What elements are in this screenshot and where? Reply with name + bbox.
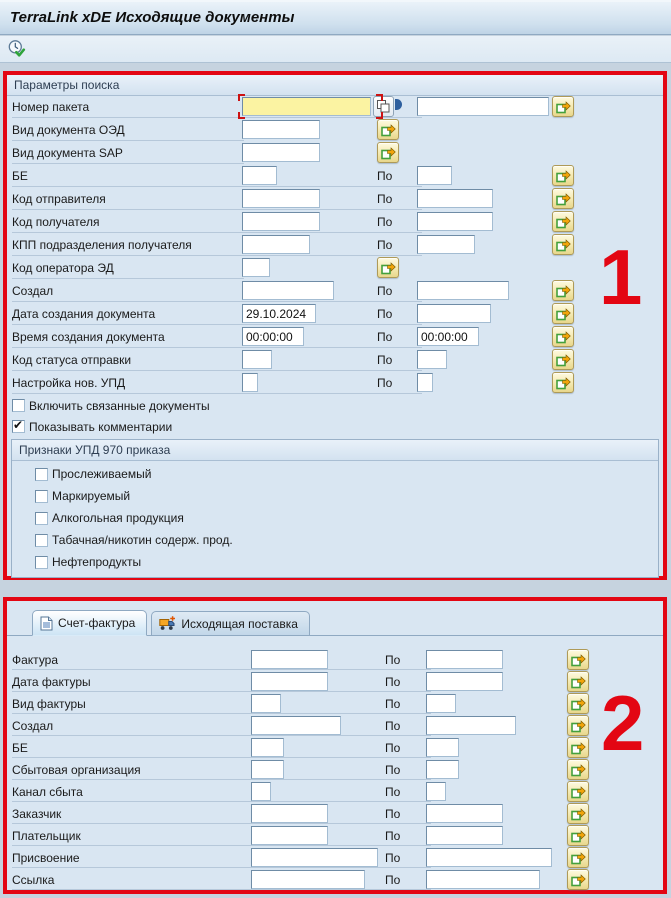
po-label: По: [385, 851, 401, 865]
multiple-selection-arrow-icon: [556, 375, 571, 390]
field-label: Создал: [12, 719, 54, 733]
to-value-input[interactable]: [417, 189, 493, 208]
form-row: [7, 142, 663, 165]
multiple-selection-button[interactable]: [567, 781, 589, 802]
multiple-selection-arrow-icon: [571, 740, 586, 755]
to-value-input[interactable]: [426, 760, 459, 779]
field-label: Код получателя: [12, 215, 100, 229]
po-label: По: [377, 330, 393, 344]
field-label: Код оператора ЭД: [12, 261, 114, 275]
field-label: Фактура: [12, 653, 59, 667]
checkbox-label: Алкогольная продукция: [52, 511, 184, 525]
annotation-number-1: 1: [599, 233, 643, 321]
to-value-input[interactable]: [426, 672, 503, 691]
from-value-input[interactable]: [242, 166, 277, 185]
multiple-selection-button[interactable]: [567, 847, 589, 868]
row-underline: [12, 779, 431, 780]
form-row: [7, 372, 663, 395]
multiple-selection-arrow-icon: [571, 806, 586, 821]
field-label: Создал: [12, 284, 54, 298]
from-value-input[interactable]: [242, 120, 320, 139]
field-label: БЕ: [12, 741, 28, 755]
multiple-selection-button[interactable]: [377, 119, 399, 140]
po-label: По: [377, 284, 393, 298]
form-row: [7, 715, 663, 737]
tab-strip: [7, 604, 663, 636]
multiple-selection-button[interactable]: [552, 234, 574, 255]
checkbox-row: [30, 463, 658, 485]
invoice-document-icon: [40, 616, 53, 631]
multiple-selection-arrow-icon: [556, 168, 571, 183]
po-label: По: [385, 741, 401, 755]
tab[interactable]: [32, 610, 147, 636]
to-value-input[interactable]: [417, 212, 493, 231]
execute-button[interactable]: [5, 38, 29, 60]
form-row: [7, 847, 663, 869]
options-checkboxes: [7, 395, 663, 437]
form-row: [7, 869, 663, 891]
row-underline: [12, 301, 422, 302]
multiple-selection-arrow-icon: [556, 191, 571, 206]
po-label: По: [377, 192, 393, 206]
multiple-selection-arrow-icon: [571, 872, 586, 887]
checkbox-label: Включить связанные документы: [29, 398, 210, 413]
multiple-selection-arrow-icon: [556, 237, 571, 252]
form-row: [7, 671, 663, 693]
po-label: По: [377, 307, 393, 321]
from-value-input[interactable]: [251, 870, 365, 889]
row-underline: [12, 845, 431, 846]
to-value-input[interactable]: [426, 738, 459, 757]
field-label: Дата фактуры: [12, 675, 91, 689]
from-value-input[interactable]: [242, 189, 320, 208]
checkbox-row: [30, 485, 658, 507]
checkbox[interactable]: [35, 556, 48, 569]
field-label: Плательщик: [12, 829, 81, 843]
form-row: [7, 165, 663, 188]
to-value-input[interactable]: [426, 848, 552, 867]
application-toolbar: [0, 36, 671, 63]
to-value-input[interactable]: [417, 327, 479, 346]
row-underline: [12, 867, 431, 868]
multiple-selection-button[interactable]: [567, 649, 589, 670]
to-value-input[interactable]: [417, 304, 491, 323]
multiple-selection-button[interactable]: [567, 671, 589, 692]
execute-clock-check-icon: [7, 39, 27, 59]
from-value-input[interactable]: [251, 716, 341, 735]
focus-corner-icon: [238, 112, 245, 119]
from-value-input[interactable]: [251, 826, 328, 845]
multiple-selection-arrow-icon: [381, 260, 396, 275]
field-label: Сбытовая организация: [12, 763, 141, 777]
field-label: Вид фактуры: [12, 697, 86, 711]
outbound-delivery-truck-icon: [159, 616, 176, 631]
form-row: [7, 326, 663, 349]
window-titlebar: [0, 0, 671, 35]
multiple-selection-button[interactable]: [567, 803, 589, 824]
multiple-selection-arrow-icon: [556, 214, 571, 229]
row-underline: [12, 823, 431, 824]
row-underline: [12, 324, 422, 325]
row-underline: [12, 801, 431, 802]
focus-corner-icon: [376, 112, 383, 119]
from-value-input[interactable]: [242, 327, 304, 346]
checkbox[interactable]: [35, 534, 48, 547]
upd-970-group-title: Признаки УПД 970 приказа: [19, 443, 171, 457]
upd-970-group-header: [12, 440, 658, 461]
tab[interactable]: [151, 611, 310, 635]
form-row: [7, 649, 663, 671]
row-underline: [12, 393, 422, 394]
from-value-input[interactable]: [242, 304, 316, 323]
field-label: Настройка нов. УПД: [12, 376, 126, 390]
from-value-input[interactable]: [242, 281, 334, 300]
multiple-selection-arrow-icon: [571, 674, 586, 689]
from-value-input[interactable]: [251, 782, 271, 801]
search-params-rows: [7, 96, 663, 395]
from-value-input[interactable]: [251, 804, 328, 823]
from-value-input[interactable]: [251, 848, 378, 867]
multiple-selection-arrow-icon: [556, 306, 571, 321]
multiple-selection-button[interactable]: [552, 349, 574, 370]
to-value-input[interactable]: [426, 870, 540, 889]
search-params-group-title: Параметры поиска: [14, 78, 120, 92]
form-row: [7, 825, 663, 847]
to-value-input[interactable]: [426, 650, 503, 669]
field-label: Номер пакета: [12, 100, 90, 114]
to-value-input[interactable]: [417, 97, 549, 116]
field-label: Ссылка: [12, 873, 55, 887]
po-label: По: [377, 169, 393, 183]
checkbox[interactable]: [35, 512, 48, 525]
multiple-selection-arrow-icon: [571, 718, 586, 733]
focus-corner-icon: [238, 94, 245, 101]
field-label: Время создания документа: [12, 330, 165, 344]
checkbox[interactable]: [35, 490, 48, 503]
row-underline: [12, 278, 244, 279]
form-row: [7, 759, 663, 781]
po-label: По: [385, 829, 401, 843]
from-value-input[interactable]: [242, 143, 320, 162]
checkbox[interactable]: [35, 468, 48, 481]
invoice-tab-rows: [7, 649, 663, 891]
po-label: По: [385, 763, 401, 777]
row-underline: [12, 209, 422, 210]
form-row: [7, 257, 663, 280]
field-label: Канал сбыта: [12, 785, 83, 799]
checkbox-row: [7, 416, 663, 437]
multiple-selection-button[interactable]: [552, 303, 574, 324]
row-underline: [12, 255, 422, 256]
row-underline: [12, 370, 422, 371]
from-value-input[interactable]: [242, 212, 320, 231]
multiple-selection-button[interactable]: [552, 165, 574, 186]
checkbox-row: [30, 529, 658, 551]
row-underline: [12, 735, 431, 736]
multiple-selection-button[interactable]: [567, 825, 589, 846]
form-row: [7, 693, 663, 715]
multiple-selection-button[interactable]: [552, 280, 574, 301]
row-underline: [12, 163, 244, 164]
po-label: По: [385, 873, 401, 887]
multiple-selection-button[interactable]: [552, 372, 574, 393]
field-label: Заказчик: [12, 807, 62, 821]
to-value-input[interactable]: [417, 281, 509, 300]
form-row: [7, 803, 663, 825]
multiple-selection-arrow-icon: [571, 784, 586, 799]
row-underline: [12, 186, 422, 187]
form-row: [7, 781, 663, 803]
annotation-number-2: 2: [601, 679, 645, 767]
multiple-selection-button[interactable]: [552, 188, 574, 209]
row-underline: [12, 757, 431, 758]
tab-label: Исходящая поставка: [181, 616, 298, 631]
multiple-selection-button[interactable]: [567, 693, 589, 714]
row-underline: [12, 669, 431, 670]
field-label: Код отправителя: [12, 192, 106, 206]
checkbox-label: Маркируемый: [52, 489, 131, 503]
to-value-input[interactable]: [417, 350, 447, 369]
po-label: По: [385, 719, 401, 733]
checkbox-row: [7, 395, 663, 416]
checkbox-row: [30, 507, 658, 529]
from-value-input[interactable]: [251, 760, 284, 779]
multiple-selection-button[interactable]: [567, 869, 589, 890]
multiple-selection-button[interactable]: [552, 211, 574, 232]
multiple-selection-arrow-icon: [571, 696, 586, 711]
form-row: [7, 349, 663, 372]
from-value-input[interactable]: [251, 672, 328, 691]
multiple-selection-arrow-icon: [381, 145, 396, 160]
checkbox-row: [30, 551, 658, 573]
checkbox-label: Табачная/никотин содерж. прод.: [52, 533, 233, 547]
form-row: [7, 211, 663, 234]
multiple-selection-button[interactable]: [567, 737, 589, 758]
row-underline: [12, 889, 431, 890]
to-value-input[interactable]: [426, 694, 456, 713]
tab-label: Счет-фактура: [58, 616, 136, 630]
row-underline: [12, 232, 422, 233]
multiple-selection-arrow-icon: [571, 850, 586, 865]
po-label: По: [385, 785, 401, 799]
window-title: TerraLink xDE Исходящие документы: [10, 9, 295, 26]
multiple-selection-arrow-icon: [556, 283, 571, 298]
field-label: Вид документа SAP: [12, 146, 123, 160]
checkbox-label: Прослеживаемый: [52, 467, 152, 481]
row-underline: [12, 347, 422, 348]
multiple-selection-arrow-icon: [556, 99, 571, 114]
row-underline: [12, 117, 422, 118]
to-value-input[interactable]: [417, 166, 452, 185]
field-label: КПП подразделения получателя: [12, 238, 192, 252]
multiple-selection-button[interactable]: [552, 96, 574, 117]
from-value-input[interactable]: [242, 258, 270, 277]
checkbox[interactable]: [12, 420, 25, 433]
row-underline: [12, 140, 244, 141]
row-underline: [12, 691, 431, 692]
multiple-selection-arrow-icon: [556, 329, 571, 344]
field-label: БЕ: [12, 169, 28, 183]
to-value-input[interactable]: [417, 373, 433, 392]
form-row: [7, 96, 663, 119]
form-row: [7, 303, 663, 326]
field-label: Присвоение: [12, 851, 80, 865]
to-value-input[interactable]: [417, 235, 475, 254]
po-label: По: [385, 697, 401, 711]
po-label: По: [377, 376, 393, 390]
form-row: [7, 234, 663, 257]
focus-corner-icon: [376, 94, 383, 101]
from-value-input[interactable]: [242, 97, 371, 116]
multiple-selection-button[interactable]: [377, 142, 399, 163]
multiple-selection-arrow-icon: [571, 762, 586, 777]
to-value-input[interactable]: [426, 826, 503, 845]
upd-970-groupbox: [11, 439, 659, 578]
field-label: Код статуса отправки: [12, 353, 132, 367]
field-label: Дата создания документа: [12, 307, 156, 321]
po-label: По: [377, 238, 393, 252]
row-underline: [12, 713, 431, 714]
checkbox-label: Нефтепродукты: [52, 555, 142, 569]
multiple-selection-arrow-icon: [571, 652, 586, 667]
to-value-input[interactable]: [426, 804, 503, 823]
form-row: [7, 280, 663, 303]
field-label: Вид документа ОЭД: [12, 123, 125, 137]
po-label: По: [385, 653, 401, 667]
to-value-input[interactable]: [426, 716, 516, 735]
po-label: По: [377, 353, 393, 367]
search-params-group-header: [7, 75, 663, 96]
form-row: [7, 188, 663, 211]
multiple-selection-button[interactable]: [567, 759, 589, 780]
from-value-input[interactable]: [251, 650, 328, 669]
multiple-selection-button[interactable]: [552, 326, 574, 347]
po-label: По: [385, 807, 401, 821]
annotation-box-1: [3, 71, 667, 580]
form-row: [7, 119, 663, 142]
checkbox[interactable]: [12, 399, 25, 412]
to-value-input[interactable]: [426, 782, 446, 801]
multiple-selection-button[interactable]: [567, 715, 589, 736]
from-value-input[interactable]: [251, 738, 284, 757]
from-value-input[interactable]: [251, 694, 281, 713]
from-value-input[interactable]: [242, 235, 310, 254]
checkbox-label: Показывать комментарии: [29, 419, 173, 434]
multiple-selection-arrow-icon: [571, 828, 586, 843]
from-value-input[interactable]: [242, 350, 272, 369]
form-row: [7, 737, 663, 759]
po-label: По: [377, 215, 393, 229]
from-value-input[interactable]: [242, 373, 258, 392]
annotation-box-2: [3, 597, 667, 894]
multiple-selection-arrow-icon: [381, 122, 396, 137]
po-label: По: [385, 675, 401, 689]
cursor-bump-icon: [395, 99, 402, 110]
multiple-selection-arrow-icon: [556, 352, 571, 367]
upd-970-checkboxes: [12, 461, 658, 577]
multiple-selection-button[interactable]: [377, 257, 399, 278]
